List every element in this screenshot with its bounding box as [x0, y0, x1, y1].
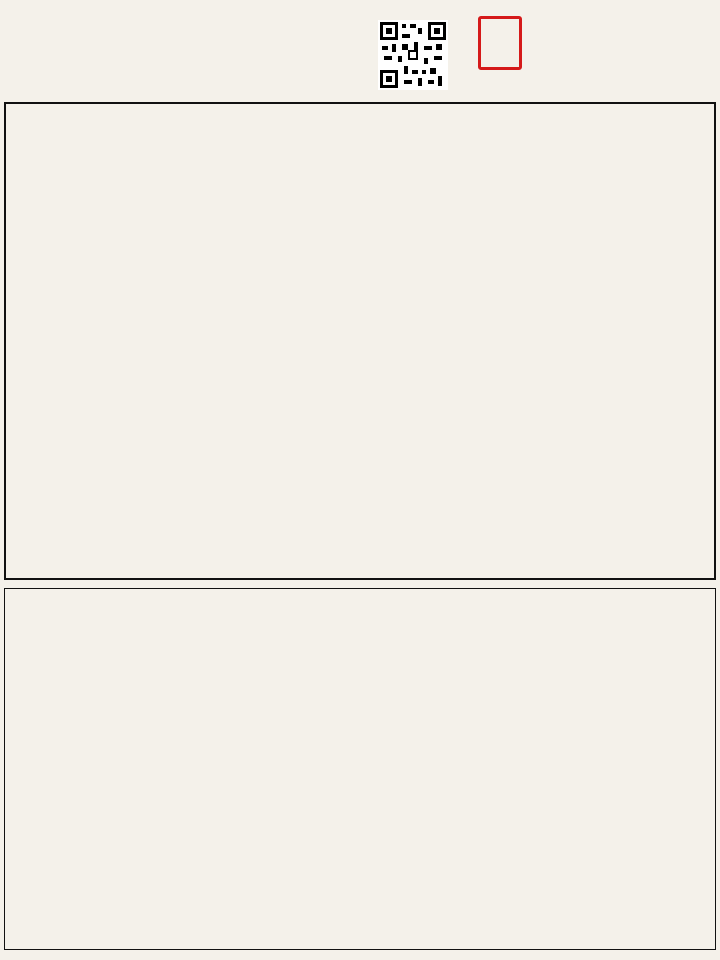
annual-table [4, 588, 716, 950]
qr-code-icon [378, 20, 448, 90]
pillars-grid [4, 102, 716, 580]
header-info [12, 8, 19, 25]
logo-title [500, 4, 710, 72]
